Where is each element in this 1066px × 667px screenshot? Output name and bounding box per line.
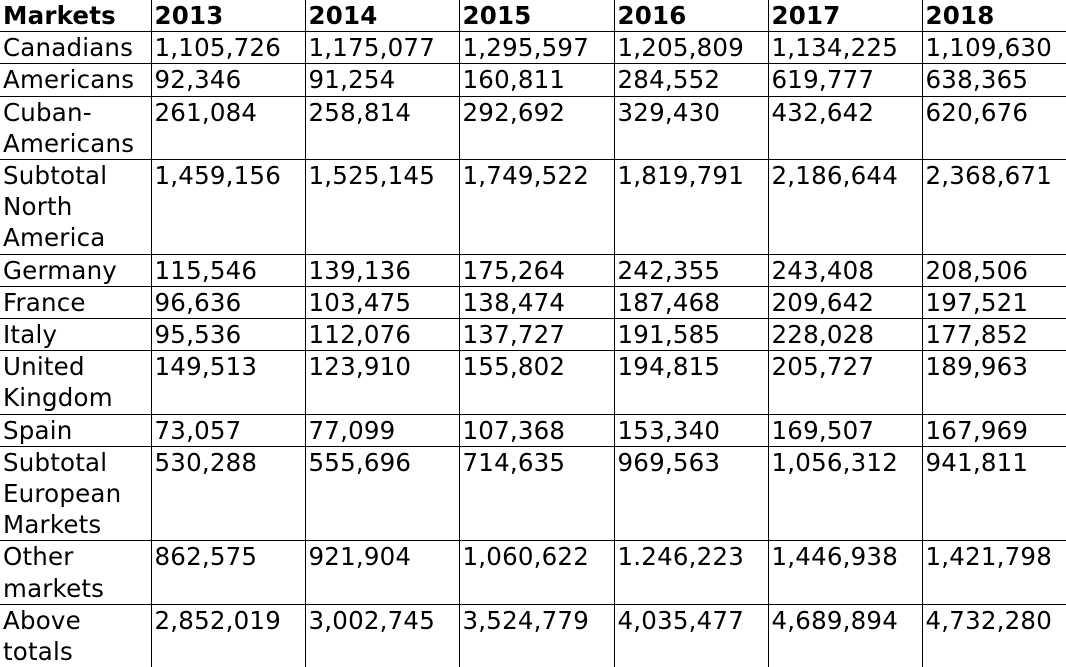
value-cell: 261,084 <box>151 96 305 159</box>
value-cell: 77,099 <box>305 414 459 446</box>
header-markets: Markets <box>0 0 151 32</box>
value-cell: 155,802 <box>459 351 614 414</box>
value-cell: 3,002,745 <box>305 604 459 667</box>
value-cell: 175,264 <box>459 254 614 286</box>
table-row <box>0 414 1066 446</box>
value-cell: 530,288 <box>151 446 305 541</box>
market-name-cell: Subtotal European Markets <box>0 446 151 541</box>
market-name-cell: Above totals <box>0 604 151 667</box>
value-cell: 191,585 <box>614 319 768 351</box>
value-cell: 189,963 <box>922 351 1066 414</box>
header-2018: 2018 <box>922 0 1066 32</box>
table-row <box>0 319 1066 351</box>
table-row <box>0 286 1066 318</box>
value-cell: 169,507 <box>768 414 922 446</box>
value-cell: 1,205,809 <box>614 32 768 64</box>
value-cell: 3,524,779 <box>459 604 614 667</box>
value-cell: 205,727 <box>768 351 922 414</box>
value-cell: 921,904 <box>305 541 459 604</box>
header-2015: 2015 <box>459 0 614 32</box>
value-cell: 941,811 <box>922 446 1066 541</box>
value-cell: 1,459,156 <box>151 160 305 255</box>
value-cell: 1,105,726 <box>151 32 305 64</box>
value-cell: 103,475 <box>305 286 459 318</box>
value-cell: 1,056,312 <box>768 446 922 541</box>
table-row <box>0 32 1066 64</box>
value-cell: 619,777 <box>768 64 922 96</box>
header-2013: 2013 <box>151 0 305 32</box>
value-cell: 92,346 <box>151 64 305 96</box>
header-2017: 2017 <box>768 0 922 32</box>
table-row <box>0 96 1066 159</box>
value-cell: 187,468 <box>614 286 768 318</box>
value-cell: 638,365 <box>922 64 1066 96</box>
header-2016: 2016 <box>614 0 768 32</box>
value-cell: 194,815 <box>614 351 768 414</box>
value-cell: 1,525,145 <box>305 160 459 255</box>
value-cell: 107,368 <box>459 414 614 446</box>
value-cell: 432,642 <box>768 96 922 159</box>
table-row <box>0 541 1066 604</box>
value-cell: 1,749,522 <box>459 160 614 255</box>
value-cell: 1,134,225 <box>768 32 922 64</box>
value-cell: 2,186,644 <box>768 160 922 255</box>
value-cell: 555,696 <box>305 446 459 541</box>
market-name-cell: United Kingdom <box>0 351 151 414</box>
value-cell: 139,136 <box>305 254 459 286</box>
value-cell: 1,421,798 <box>922 541 1066 604</box>
value-cell: 284,552 <box>614 64 768 96</box>
header-row <box>0 0 1066 32</box>
table-row <box>0 160 1066 255</box>
market-name-cell: Italy <box>0 319 151 351</box>
value-cell: 4,732,280 <box>922 604 1066 667</box>
value-cell: 138,474 <box>459 286 614 318</box>
market-name-cell: Subtotal North America <box>0 160 151 255</box>
value-cell: 228,028 <box>768 319 922 351</box>
value-cell: 862,575 <box>151 541 305 604</box>
value-cell: 4,035,477 <box>614 604 768 667</box>
market-name-cell: Other markets <box>0 541 151 604</box>
value-cell: 197,521 <box>922 286 1066 318</box>
value-cell: 4,689,894 <box>768 604 922 667</box>
market-name-cell: France <box>0 286 151 318</box>
value-cell: 123,910 <box>305 351 459 414</box>
value-cell: 714,635 <box>459 446 614 541</box>
market-name-cell: Germany <box>0 254 151 286</box>
value-cell: 95,536 <box>151 319 305 351</box>
value-cell: 208,506 <box>922 254 1066 286</box>
value-cell: 1,109,630 <box>922 32 1066 64</box>
value-cell: 209,642 <box>768 286 922 318</box>
value-cell: 1,060,622 <box>459 541 614 604</box>
table-row <box>0 254 1066 286</box>
market-name-cell: Cuban-Americans <box>0 96 151 159</box>
value-cell: 243,408 <box>768 254 922 286</box>
value-cell: 137,727 <box>459 319 614 351</box>
value-cell: 2,852,019 <box>151 604 305 667</box>
value-cell: 1,446,938 <box>768 541 922 604</box>
value-cell: 167,969 <box>922 414 1066 446</box>
value-cell: 73,057 <box>151 414 305 446</box>
value-cell: 96,636 <box>151 286 305 318</box>
value-cell: 242,355 <box>614 254 768 286</box>
table-row <box>0 64 1066 96</box>
value-cell: 1,175,077 <box>305 32 459 64</box>
value-cell: 1,819,791 <box>614 160 768 255</box>
table-row <box>0 446 1066 541</box>
value-cell: 149,513 <box>151 351 305 414</box>
value-cell: 292,692 <box>459 96 614 159</box>
value-cell: 91,254 <box>305 64 459 96</box>
value-cell: 620,676 <box>922 96 1066 159</box>
header-2014: 2014 <box>305 0 459 32</box>
market-name-cell: Americans <box>0 64 151 96</box>
value-cell: 1.246,223 <box>614 541 768 604</box>
market-name-cell: Canadians <box>0 32 151 64</box>
value-cell: 969,563 <box>614 446 768 541</box>
value-cell: 115,546 <box>151 254 305 286</box>
market-name-cell: Spain <box>0 414 151 446</box>
value-cell: 329,430 <box>614 96 768 159</box>
value-cell: 1,295,597 <box>459 32 614 64</box>
table-row <box>0 604 1066 667</box>
table-row <box>0 351 1066 414</box>
value-cell: 160,811 <box>459 64 614 96</box>
value-cell: 177,852 <box>922 319 1066 351</box>
value-cell: 112,076 <box>305 319 459 351</box>
value-cell: 153,340 <box>614 414 768 446</box>
value-cell: 2,368,671 <box>922 160 1066 255</box>
table-body <box>0 32 1066 667</box>
value-cell: 258,814 <box>305 96 459 159</box>
